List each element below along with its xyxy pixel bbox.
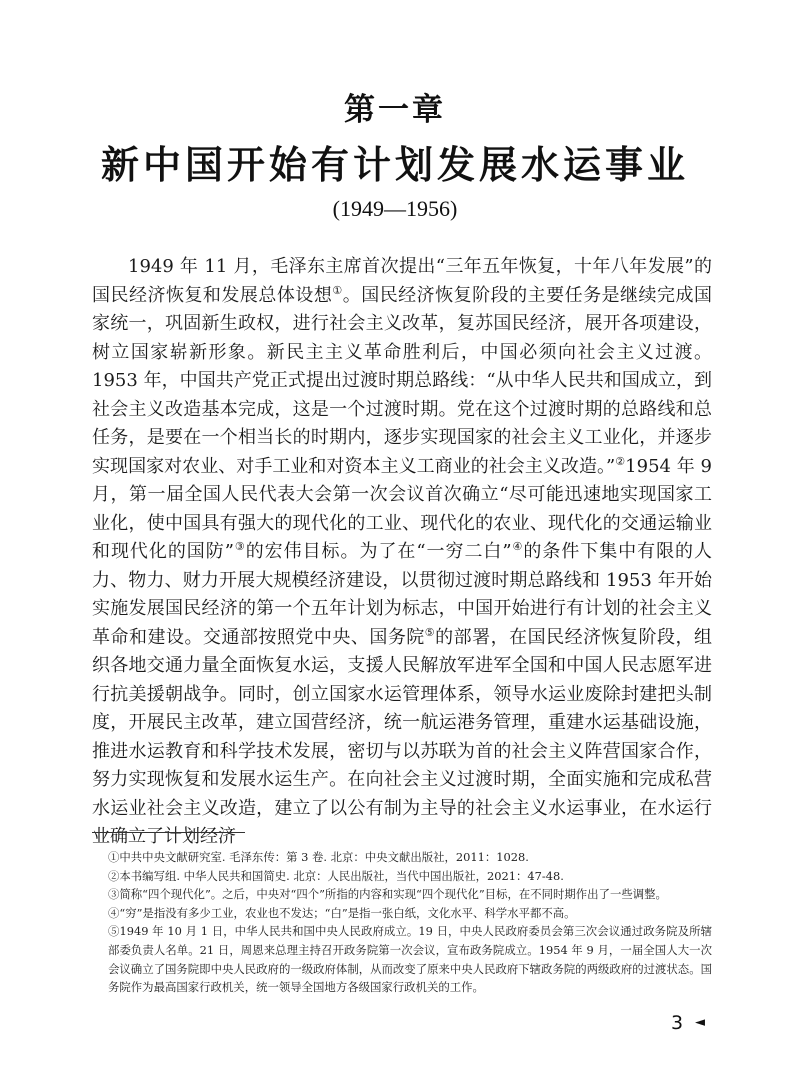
footnote-marker: ④	[511, 540, 524, 553]
body-text-segment: 的条件下集中有限的人力、物力、财力开展大规模经济建设，以贯彻过渡时期总路线和 1953 年开始实施发展国民经济的第一个五年计划为标志，中国开始进行有计划的社会主义革命和建设。交通部按照党中央、国务院	[92, 541, 712, 648]
chapter-years: (1949—1956)	[332, 196, 458, 221]
footnote-3: ③简称“四个现代化”。之后，中央对“四个”所指的内容和实现“四个现代化”目标，在不同时期作出了一些调整。	[108, 887, 667, 902]
footnote-5: ⑤1949 年 10 月 1 日，中华人民共和国中央人民政府成立。19 日，中央人民政府委员会第三次会议通过政务院及所辖部委负责人名单。21 日，周恩来总理主持召开政务院第一次会议，宣布政务院成立。1954 年 9 月，一届全国人大一次会议确立了国务院即中央人民政府的一级政府体制，从而改变了原来中央人民政府下辖政务院的两级政府的过渡状态。国务院作为最高国家行政机关，统一领导全国地方各级国家行政机关的工作。	[108, 924, 712, 995]
chapter-title: 新中国开始有计划发展水运事业	[100, 143, 689, 187]
body-paragraph	[92, 253, 712, 852]
chapter-label: 第一章	[344, 92, 446, 128]
footnote-1: ①中共中央文献研究室. 毛泽东传：第 3 卷. 北京：中央文献出版社，2011：1028.	[108, 850, 529, 864]
body-text-segment: 的宏伟目标。为了在“一穷二白”	[245, 541, 512, 562]
footnote-marker: ⑤	[424, 625, 436, 639]
footnote-2: ②本书编写组. 中华人民共和国简史. 北京：人民出版社，当代中国出版社，2021：47-48.	[108, 868, 564, 883]
footnote-marker: ①	[332, 283, 343, 297]
body-text-segment: 的部署，在国民经济恢复阶段，组织各地交通力量全面恢复水运，支援人民解放军进军全国和中国人民志愿军进行抗美援朝战争。同时，创立国家水运管理体系，领导水运业废除封建把头制度，开展民主改革，建立国营经济，统一航运港务管理，重建水运基础设施，推进水运教育和科学技术发展，密切与以苏联为首的社会主义阵营国家合作，努力实现恢复和发展水运生产。在向社会主义过渡时期，全面实施和完成私营水运业社会主义改造，建立了以公有制为主导的社会主义水运事业，在水运行业确立了计划经济	[92, 626, 712, 847]
footnote-marker: ②	[615, 454, 626, 468]
footnote-divider	[92, 832, 245, 833]
footnote-4: ④“穷”是指没有多少工业，农业也不发达；“白”是指一张白纸，文化水平、科学水平都不高。	[108, 905, 576, 920]
page-number: 3	[671, 1012, 684, 1034]
body-text-segment: 1954 年 9 月，第一届全国人民代表大会第一次会议首次确立“尽可能迅速地实现国家工业化，使中国具有强大的现代化的工业、现代化的农业、现代化的交通运输业和现代化的国防”	[92, 455, 712, 562]
footnote-marker: ③	[233, 540, 246, 553]
body-text-segment: 1949 年 11 月，毛泽东主席首次提出“三年五年恢复，十年八年发展”的国民经济恢复和发展总体设想	[92, 256, 712, 306]
body-text-segment: 。国民经济恢复阶段的主要任务是继续完成国家统一，巩固新生政权，进行社会主义改革，复苏国民经济，展开各项建设，树立国家崭新形象。新民主主义革命胜利后，中国必须向社会主义过渡。1953 年，中国共产党正式提出过渡时期总路线：“从中华人民共和国成立，到社会主义改造基本完成，这是一个过渡时期。党在这个过渡时期的总路线和总任务，是要在一个相当长的时期内，逐步实现国家的社会主义工业化，并逐步实现国家对农业、对手工业和对资本主义工商业的社会主义改造。”	[92, 284, 713, 477]
page-marker-arrow-icon: ◄	[695, 1015, 705, 1030]
footnotes	[92, 848, 712, 997]
